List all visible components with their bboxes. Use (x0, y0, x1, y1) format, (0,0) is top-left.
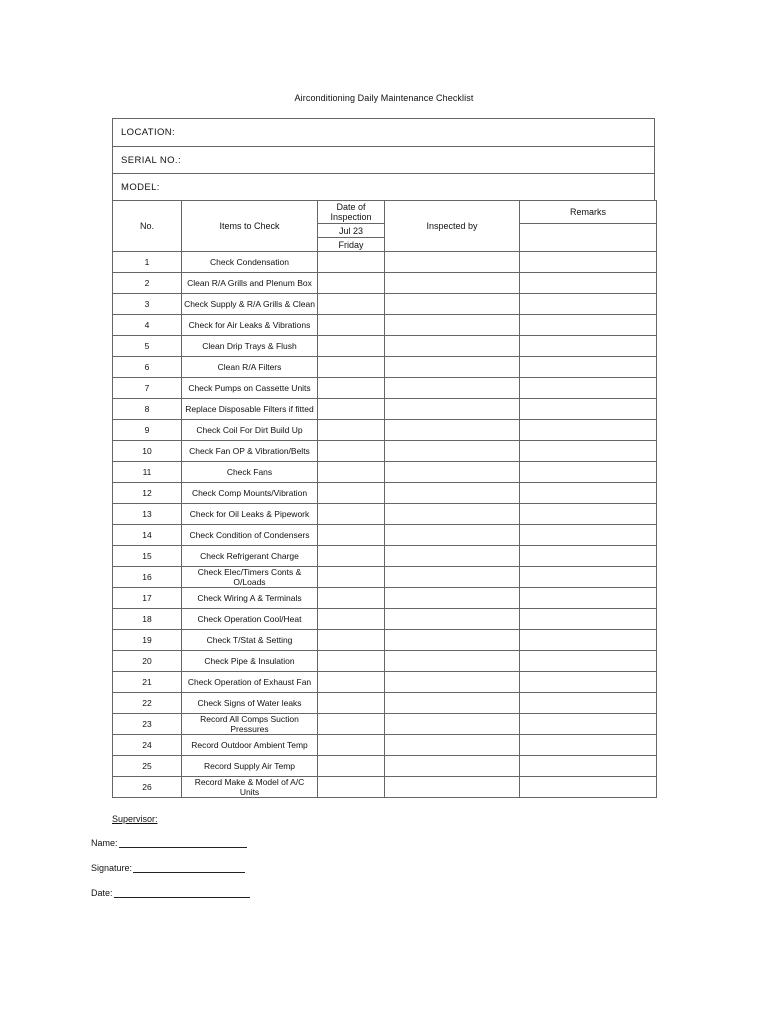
row-remarks-cell[interactable] (520, 504, 657, 525)
row-item: Record Supply Air Temp (182, 756, 318, 777)
row-number: 19 (113, 630, 182, 651)
row-inspected-by-cell[interactable] (385, 441, 520, 462)
date-line (91, 888, 250, 898)
row-number: 24 (113, 735, 182, 756)
row-number: 16 (113, 567, 182, 588)
row-number: 9 (113, 420, 182, 441)
row-item: Record All Comps Suction Pressures (182, 714, 318, 735)
unit-info-box (112, 118, 655, 200)
row-number: 2 (113, 273, 182, 294)
row-date-cell[interactable] (318, 714, 385, 735)
row-remarks-cell[interactable] (520, 315, 657, 336)
table-row (113, 420, 657, 441)
row-date-cell[interactable] (318, 315, 385, 336)
row-remarks-cell[interactable] (520, 273, 657, 294)
row-inspected-by-cell[interactable] (385, 252, 520, 273)
row-inspected-by-cell[interactable] (385, 420, 520, 441)
row-item: Clean Drip Trays & Flush (182, 336, 318, 357)
row-remarks-cell[interactable] (520, 756, 657, 777)
header-inspected-by: Inspected by (385, 201, 520, 252)
row-number: 26 (113, 777, 182, 798)
row-number: 1 (113, 252, 182, 273)
row-remarks-cell[interactable] (520, 441, 657, 462)
table-row (113, 483, 657, 504)
row-item: Check Condition of Condensers (182, 525, 318, 546)
row-item: Check Refrigerant Charge (182, 546, 318, 567)
date-field[interactable] (114, 888, 250, 898)
row-number: 21 (113, 672, 182, 693)
location-field[interactable]: LOCATION: (113, 119, 654, 147)
row-date-cell[interactable] (318, 651, 385, 672)
row-item: Check for Oil Leaks & Pipework (182, 504, 318, 525)
header-date-of-inspection: Date of Inspection (318, 201, 385, 224)
row-remarks-cell[interactable] (520, 378, 657, 399)
row-remarks-cell[interactable] (520, 777, 657, 798)
row-number: 15 (113, 546, 182, 567)
table-row (113, 504, 657, 525)
table-row (113, 609, 657, 630)
row-item: Record Make & Model of A/C Units (182, 777, 318, 798)
row-remarks-cell[interactable] (520, 714, 657, 735)
row-number: 22 (113, 693, 182, 714)
row-item: Check Operation of Exhaust Fan (182, 672, 318, 693)
inspection-date: Jul 23 (318, 224, 385, 238)
row-date-cell[interactable] (318, 735, 385, 756)
row-remarks-cell[interactable] (520, 672, 657, 693)
row-number: 5 (113, 336, 182, 357)
row-remarks-cell[interactable] (520, 294, 657, 315)
table-row (113, 399, 657, 420)
row-item: Check Pipe & Insulation (182, 651, 318, 672)
table-row (113, 315, 657, 336)
name-line (91, 838, 247, 848)
row-date-cell[interactable] (318, 672, 385, 693)
row-number: 17 (113, 588, 182, 609)
supervisor-label: Supervisor: (112, 814, 158, 824)
table-row (113, 294, 657, 315)
row-inspected-by-cell[interactable] (385, 735, 520, 756)
row-item: Clean R/A Grills and Plenum Box (182, 273, 318, 294)
table-row (113, 588, 657, 609)
table-row (113, 546, 657, 567)
row-inspected-by-cell[interactable] (385, 336, 520, 357)
row-number: 18 (113, 609, 182, 630)
row-number: 3 (113, 294, 182, 315)
row-remarks-cell[interactable] (520, 336, 657, 357)
table-row (113, 525, 657, 546)
row-inspected-by-cell[interactable] (385, 588, 520, 609)
signature-line (91, 863, 245, 873)
table-row (113, 651, 657, 672)
table-row (113, 756, 657, 777)
row-number: 8 (113, 399, 182, 420)
date-label: Date: (91, 888, 113, 898)
serial-number-field[interactable]: SERIAL NO.: (113, 147, 654, 174)
row-date-cell[interactable] (318, 462, 385, 483)
row-item: Record Outdoor Ambient Temp (182, 735, 318, 756)
table-row (113, 378, 657, 399)
row-inspected-by-cell[interactable] (385, 378, 520, 399)
row-date-cell[interactable] (318, 336, 385, 357)
row-date-cell[interactable] (318, 525, 385, 546)
row-inspected-by-cell[interactable] (385, 756, 520, 777)
row-remarks-cell[interactable] (520, 357, 657, 378)
row-number: 4 (113, 315, 182, 336)
row-inspected-by-cell[interactable] (385, 777, 520, 798)
row-date-cell[interactable] (318, 777, 385, 798)
row-date-cell[interactable] (318, 273, 385, 294)
row-number: 6 (113, 357, 182, 378)
row-remarks-cell[interactable] (520, 483, 657, 504)
row-item: Check for Air Leaks & Vibrations (182, 315, 318, 336)
row-number: 23 (113, 714, 182, 735)
row-remarks-cell[interactable] (520, 735, 657, 756)
document-title: Airconditioning Daily Maintenance Checklist (294, 93, 474, 103)
maintenance-checklist-table (112, 200, 657, 798)
row-item: Check Elec/Timers Conts & O/Loads (182, 567, 318, 588)
table-row (113, 252, 657, 273)
row-inspected-by-cell[interactable] (385, 399, 520, 420)
row-item: Check Fans (182, 462, 318, 483)
row-date-cell[interactable] (318, 294, 385, 315)
row-item: Check Signs of Water leaks (182, 693, 318, 714)
row-item: Check Comp Mounts/Vibration (182, 483, 318, 504)
signature-field[interactable] (133, 863, 245, 873)
row-item: Check Operation Cool/Heat (182, 609, 318, 630)
table-row (113, 357, 657, 378)
signature-label: Signature: (91, 863, 133, 873)
row-inspected-by-cell[interactable] (385, 357, 520, 378)
row-inspected-by-cell[interactable] (385, 294, 520, 315)
row-remarks-cell[interactable] (520, 567, 657, 588)
header-no: No. (113, 201, 182, 252)
inspection-day: Friday (318, 238, 385, 252)
row-inspected-by-cell[interactable] (385, 630, 520, 651)
table-row (113, 441, 657, 462)
table-row (113, 714, 657, 735)
table-row (113, 672, 657, 693)
row-inspected-by-cell[interactable] (385, 567, 520, 588)
row-inspected-by-cell[interactable] (385, 315, 520, 336)
row-number: 7 (113, 378, 182, 399)
row-inspected-by-cell[interactable] (385, 651, 520, 672)
row-item: Check T/Stat & Setting (182, 630, 318, 651)
header-items-to-check: Items to Check (182, 201, 318, 252)
row-remarks-cell[interactable] (520, 462, 657, 483)
table-row (113, 693, 657, 714)
row-number: 13 (113, 504, 182, 525)
row-inspected-by-cell[interactable] (385, 714, 520, 735)
row-inspected-by-cell[interactable] (385, 693, 520, 714)
row-item: Check Coil For Dirt Build Up (182, 420, 318, 441)
row-inspected-by-cell[interactable] (385, 462, 520, 483)
row-date-cell[interactable] (318, 420, 385, 441)
row-number: 12 (113, 483, 182, 504)
row-remarks-cell[interactable] (520, 399, 657, 420)
row-date-cell[interactable] (318, 609, 385, 630)
row-date-cell[interactable] (318, 756, 385, 777)
table-row (113, 567, 657, 588)
header-remarks: Remarks (520, 201, 657, 224)
row-date-cell[interactable] (318, 399, 385, 420)
row-remarks-cell[interactable] (520, 525, 657, 546)
row-date-cell[interactable] (318, 252, 385, 273)
name-label: Name: (91, 838, 118, 848)
row-date-cell[interactable] (318, 357, 385, 378)
row-item: Check Supply & R/A Grills & Clean (182, 294, 318, 315)
row-remarks-cell[interactable] (520, 546, 657, 567)
table-row (113, 462, 657, 483)
row-remarks-cell[interactable] (520, 609, 657, 630)
table-row (113, 273, 657, 294)
row-inspected-by-cell[interactable] (385, 483, 520, 504)
row-number: 20 (113, 651, 182, 672)
row-item: Check Wiring A & Terminals (182, 588, 318, 609)
row-date-cell[interactable] (318, 504, 385, 525)
row-date-cell[interactable] (318, 441, 385, 462)
row-inspected-by-cell[interactable] (385, 273, 520, 294)
table-row (113, 336, 657, 357)
row-inspected-by-cell[interactable] (385, 504, 520, 525)
row-date-cell[interactable] (318, 378, 385, 399)
table-row (113, 630, 657, 651)
row-item: Check Pumps on Cassette Units (182, 378, 318, 399)
row-inspected-by-cell[interactable] (385, 672, 520, 693)
row-date-cell[interactable] (318, 630, 385, 651)
row-number: 25 (113, 756, 182, 777)
table-row (113, 777, 657, 798)
row-remarks-cell[interactable] (520, 252, 657, 273)
row-date-cell[interactable] (318, 546, 385, 567)
row-inspected-by-cell[interactable] (385, 609, 520, 630)
row-number: 14 (113, 525, 182, 546)
row-item: Clean R/A Filters (182, 357, 318, 378)
row-item: Check Condensation (182, 252, 318, 273)
row-number: 11 (113, 462, 182, 483)
row-date-cell[interactable] (318, 567, 385, 588)
row-item: Check Fan OP & Vibration/Belts (182, 441, 318, 462)
row-date-cell[interactable] (318, 483, 385, 504)
row-inspected-by-cell[interactable] (385, 525, 520, 546)
row-remarks-cell[interactable] (520, 651, 657, 672)
name-field[interactable] (119, 838, 247, 848)
row-number: 10 (113, 441, 182, 462)
table-row (113, 735, 657, 756)
row-remarks-cell[interactable] (520, 588, 657, 609)
row-inspected-by-cell[interactable] (385, 546, 520, 567)
row-date-cell[interactable] (318, 588, 385, 609)
model-field[interactable]: MODEL: (113, 174, 654, 201)
row-item: Replace Disposable Filters if fitted (182, 399, 318, 420)
remarks-header-cell (520, 224, 657, 252)
row-remarks-cell[interactable] (520, 420, 657, 441)
row-date-cell[interactable] (318, 693, 385, 714)
row-remarks-cell[interactable] (520, 693, 657, 714)
row-remarks-cell[interactable] (520, 630, 657, 651)
